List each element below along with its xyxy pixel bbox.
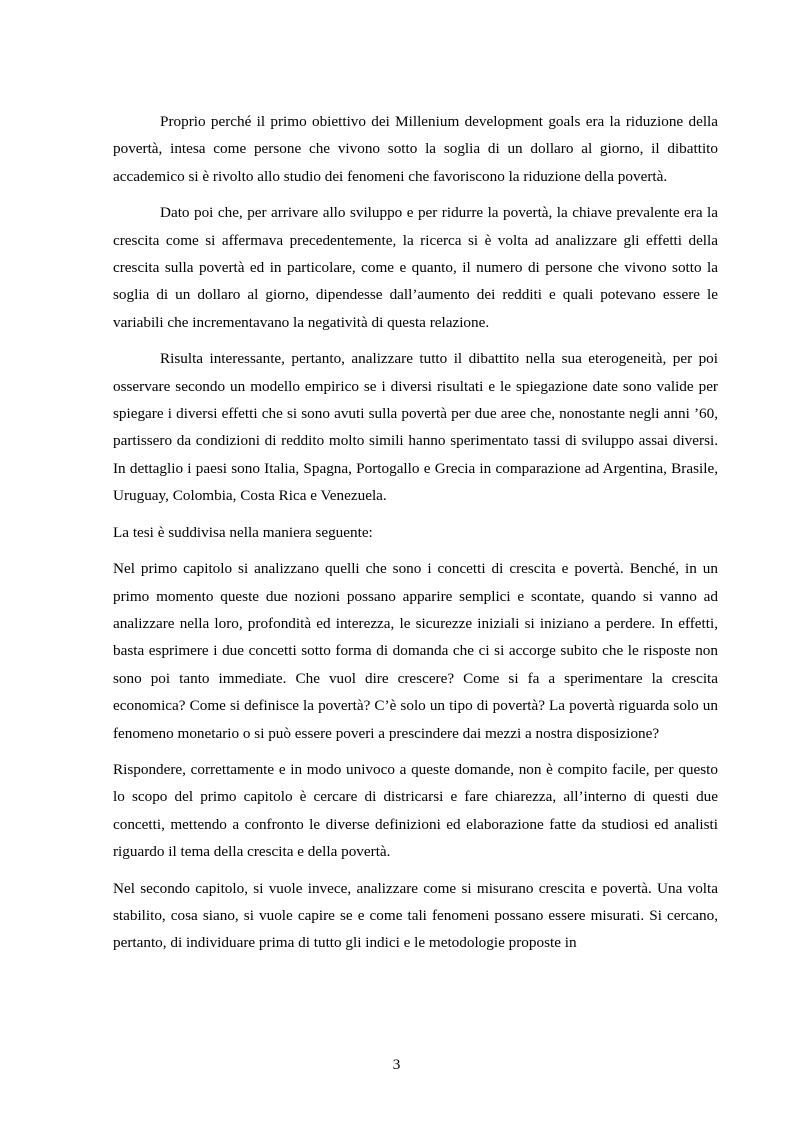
paragraph-chapter-one: Nel primo capitolo si analizzano quelli che sono i concetti di crescita e povertà. Benché, in un primo momento queste due nozioni possano apparire semplici e scontate, quando si vanno ad analizzare nella loro, profondità ed interezza, le sicurezze iniziali si iniziano a perdere. In effetti, basta esprimere i due concetti sotto forma di domanda che ci si accorge subito che le risposte non sono poi tanto immediate. Che vuol dire crescere? Come si fa a sperimentare la crescita economica? Come si definisce la povertà? C’è solo un tipo di povertà? La povertà riguarda solo un fenomeno monetario o si può essere poveri a prescindere dai mezzi a nostra disposizione? [113,560,718,742]
page-body [113,108,718,966]
paragraph-chapter-two: Nel secondo capitolo, si vuole invece, analizzare come si misurano crescita e povertà. Una volta stabilito, cosa siano, si vuole capire se e come tali fenomeni possano essere misurati. Si cercano, pertanto, di individuare prima di tutto gli indici e le metodologie proposte in [113,879,718,952]
page-number: 3 [392,1056,401,1073]
paragraph-chapter-one-purpose: Rispondere, correttamente e in modo univoco a queste domande, non è compito facile, per questo lo scopo del primo capitolo è cercare di districarsi e fare chiarezza, all’interno di questi due concetti, mettendo a confronto le diverse definizioni ed elaborazione fatte da studiosi ed analisti riguardo il tema della crescita e della povertà. [113,760,718,861]
paragraph-study-aim: Risulta interessante, pertanto, analizzare tutto il dibattito nella sua eterogeneità, per poi osservare secondo un modello empirico se i diversi risultati e le spiegazione date sono valide per spiegare i diversi effetti che si sono avuti sulla povertà per due aree che, nonostante negli anni ’60, partissero da condizioni di reddito molto simili hanno sperimentato tassi di sviluppo assai diversi. In dettaglio i paesi sono Italia, Spagna, Portogallo e Grecia in comparazione ad Argentina, Brasile, Uruguay, Colombia, Costa Rica e Venezuela. [113,350,718,505]
paragraph-growth-research: Dato poi che, per arrivare allo sviluppo e per ridurre la povertà, la chiave prevalente era la crescita come si affermava precedentemente, la ricerca si è volta ad analizzare gli effetti della crescita sulla povertà ed in particolare, come e quanto, il numero di persone che vivono sotto la soglia di un dollaro al giorno, dipendesse dall’aumento dei redditi e quali potevano essere le variabili che incrementavano la negatività di questa relazione. [113,204,718,331]
paragraph-thesis-structure: La tesi è suddivisa nella maniera seguente: [113,523,373,541]
paragraph-intro-poverty-goal: Proprio perché il primo obiettivo dei Millenium development goals era la riduzione della povertà, intesa come persone che vivono sotto la soglia di un dollaro al giorno, il dibattito accademico si è rivolto allo studio dei fenomeni che favoriscono la riduzione della povertà. [113,113,718,185]
